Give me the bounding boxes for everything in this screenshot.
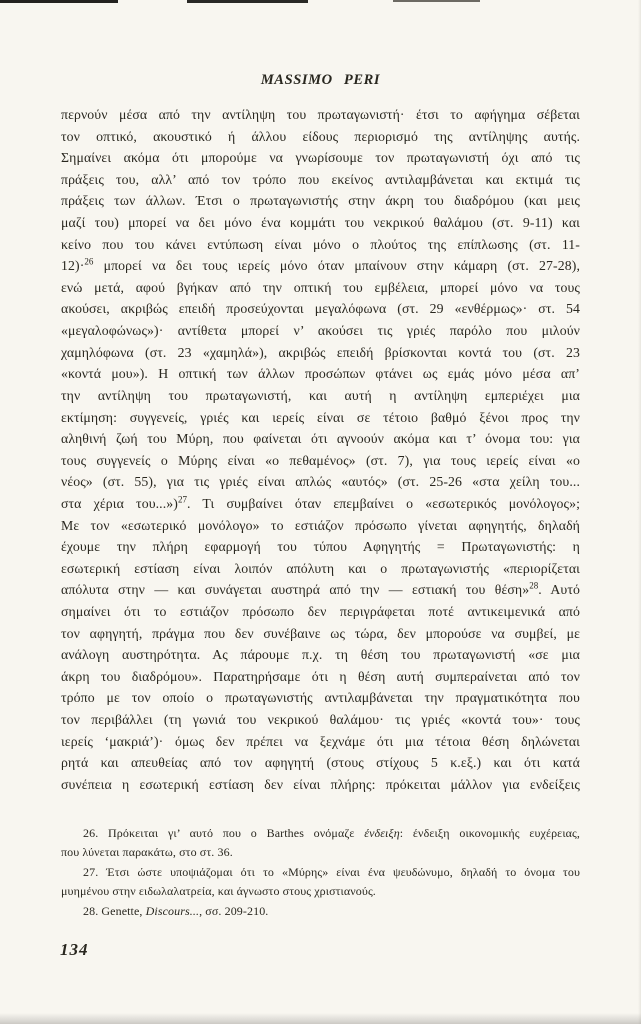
- scan-artifact-top-left: [0, 0, 118, 3]
- text-line: ιερείς ‘μακριά’)· όμως δεν πρέπει να ξεχνάμε ότι μια τέτοια θέση δηλώνεται: [61, 733, 580, 749]
- text-line: συνέπεια η εσωτερική εστίαση δεν είναι πλήρης: πρόκειται μάλλον για ενδείξεις: [61, 776, 580, 792]
- text-line: ακούσει, ακριβώς επειδή προσεύχονται μεγαλόφωνα (στ. 29 «ενθέρμως»· στ. 54: [61, 301, 580, 317]
- text-line: 12)·$^{26}$ μπορεί να δει τους ιερείς μόνο όταν μπαίνουν στην κάμαρη (στ. 27-28),: [61, 256, 580, 274]
- text-line: απόλυτα στην — και συνάγεται αυστηρά από την — εστιακή του θέση»$^{28}$. Αυτό: [61, 580, 580, 598]
- text-line: κείνο που του κάνει εντύπωση είναι μόνο ο πλούτος της επίπλωσης (στ. 11-: [61, 236, 580, 252]
- text-line: ρητά και απευθείας από τον αφηγητή (στους στίχους 5 κ.εξ.) και ότι κατά: [61, 755, 580, 771]
- text-line: τους συγγενείς ο Μύρης είναι «ο πεθαμένος» (στ. 7), για τους ιερείς είναι «ο: [61, 452, 580, 468]
- footnotes: [61, 824, 580, 921]
- scan-artifact-top-middle: [187, 0, 308, 3]
- text-line: νέος» (στ. 55), για τις γριές είναι απλώς «αυτός» (στ. 25-26 «στα χείλη του...: [61, 474, 580, 490]
- text-line: πράξεις των άλλων. Έτσι ο πρωταγωνιστής στην άκρη του διαδρόμου (και μεις: [61, 193, 580, 209]
- text-line: τον οπτικό, ακουστικό ή άλλου είδους περιορισμό της αντίληψης αυτής.: [61, 128, 580, 144]
- text-line: 28. Genette, Discours..., σσ. 209-210.: [83, 903, 269, 918]
- text-line: «μεγαλοφώνως»)· αντίθετα μπορεί ν’ ακούσει τις γριές παρόλο που μιλούν: [61, 323, 580, 339]
- text-line: την αντίληψη του πρωταγωνιστή, και αυτή η αντίληψη εμπεριέχει μια: [61, 387, 580, 403]
- text-line: χαμηλόφωνα (στ. 23 «χαμηλά»), ακριβώς επειδή βρίσκονται κοντά του (στ. 23: [61, 344, 580, 360]
- text-line: στα χέρια του...»)$^{27}$. Τι συμβαίνει όταν επεμβαίνει ο «εσωτερικός μονόλογος»;: [61, 494, 580, 511]
- text-line: πράξεις του, αλλ’ από τον τρόπο που εκείνος αντιλαμβάνεται και εκτιμά τις: [61, 171, 580, 187]
- text-line: άκρη του διαδρόμου». Παρατηρήσαμε ότι η θέση αυτή συμπεραίνεται από τον: [61, 668, 580, 684]
- scan-artifact-top-right: [393, 0, 480, 2]
- text-line: που λύνεται παρακάτω, στο στ. 36.: [61, 845, 233, 860]
- body-text: [61, 104, 580, 796]
- text-line: ανάλογη αυστηρότητα. Ας πάρουμε π.χ. τη θέση του πρωταγωνιστή «σε μια: [61, 647, 580, 663]
- text-line: τρόπο με τον οποίο ο πρωταγωνιστής αντιλαμβάνεται την πραγματικότητα που: [61, 690, 580, 706]
- text-line: ενώ μετά, αφού βγήκαν από την οπτική του εμβέλεια, μπορεί μόνο να τους: [61, 279, 580, 295]
- text-line: Με τον «εσωτερικό μονόλογο» το εστιάζον πρόσωπο γίνεται αφηγητής, δηλαδή: [61, 517, 580, 533]
- text-line: 26. Πρόκειται γι’ αυτό που ο Barthes ονόμαζε ένδειξη: ένδειξη οικονομικής ευχέρειας,: [83, 826, 580, 840]
- text-line: σημαίνει ότι το εστιάζον πρόσωπο δεν περιγράφεται ποτέ αντικειμενικά από: [61, 604, 580, 620]
- running-header-author: MASSIMO PERI: [260, 72, 381, 88]
- text-line: εκτίμηση: συγγενείς, γριές και ιερείς είναι σε τέτοιο βαθμό ξένοι προς την: [61, 409, 580, 425]
- text-line: 27. Έτσι ώστε υποψιάζομαι ότι το «Μύρης» είναι ένα ψευδώνυμο, δηλαδή το όνομα του: [83, 864, 580, 879]
- text-line: τον αφηγητή, πράγμα που δεν συνέβαινε ως τώρα, δεν μπορούσε να συμβεί, με: [61, 625, 580, 641]
- text-line: «κοντά μου»). Η οπτική των άλλων προσώπων φτάνει ως εμάς μόνο μέσα απ’: [61, 366, 580, 382]
- text-line: μαζί του) μπορεί να δει μόνο ένα κομμάτι του νεκρικού θαλάμου (στ. 9-11) και: [61, 215, 580, 231]
- page-number: 134: [60, 940, 89, 959]
- scan-artifact-bottom-edge: [0, 1013, 641, 1024]
- text-line: εσωτερική εστίαση είναι λοιπόν απόλυτη και ο πρωταγωνιστής «περιορίζεται: [61, 560, 580, 576]
- text-line: περνούν μέσα από την αντίληψη του πρωταγωνιστή· έτσι το αφήγημα σέβεται: [61, 107, 580, 122]
- text-line: αληθινή ζωή του Μύρη, που φαίνεται ότι αγνοούν ακόμα και τ’ όνομα του: για: [61, 431, 580, 447]
- text-line: Σημαίνει ακόμα ότι μπορούμε να γνωρίσουμε τον πρωταγωνιστή όχι από τις: [61, 150, 580, 166]
- text-line: τον περιβάλλει (τη γωνιά του νεκρικού θαλάμου· τις γριές «κοντά του»· τους: [61, 712, 580, 728]
- text-line: έχουμε την πλήρη εφαρμογή του τύπου Αφηγητής = Πρωταγωνιστής: η: [61, 539, 580, 555]
- text-line: μυημένου στην ειδωλαλατρεία, και άγνωστο στους χριστιανούς.: [61, 884, 376, 899]
